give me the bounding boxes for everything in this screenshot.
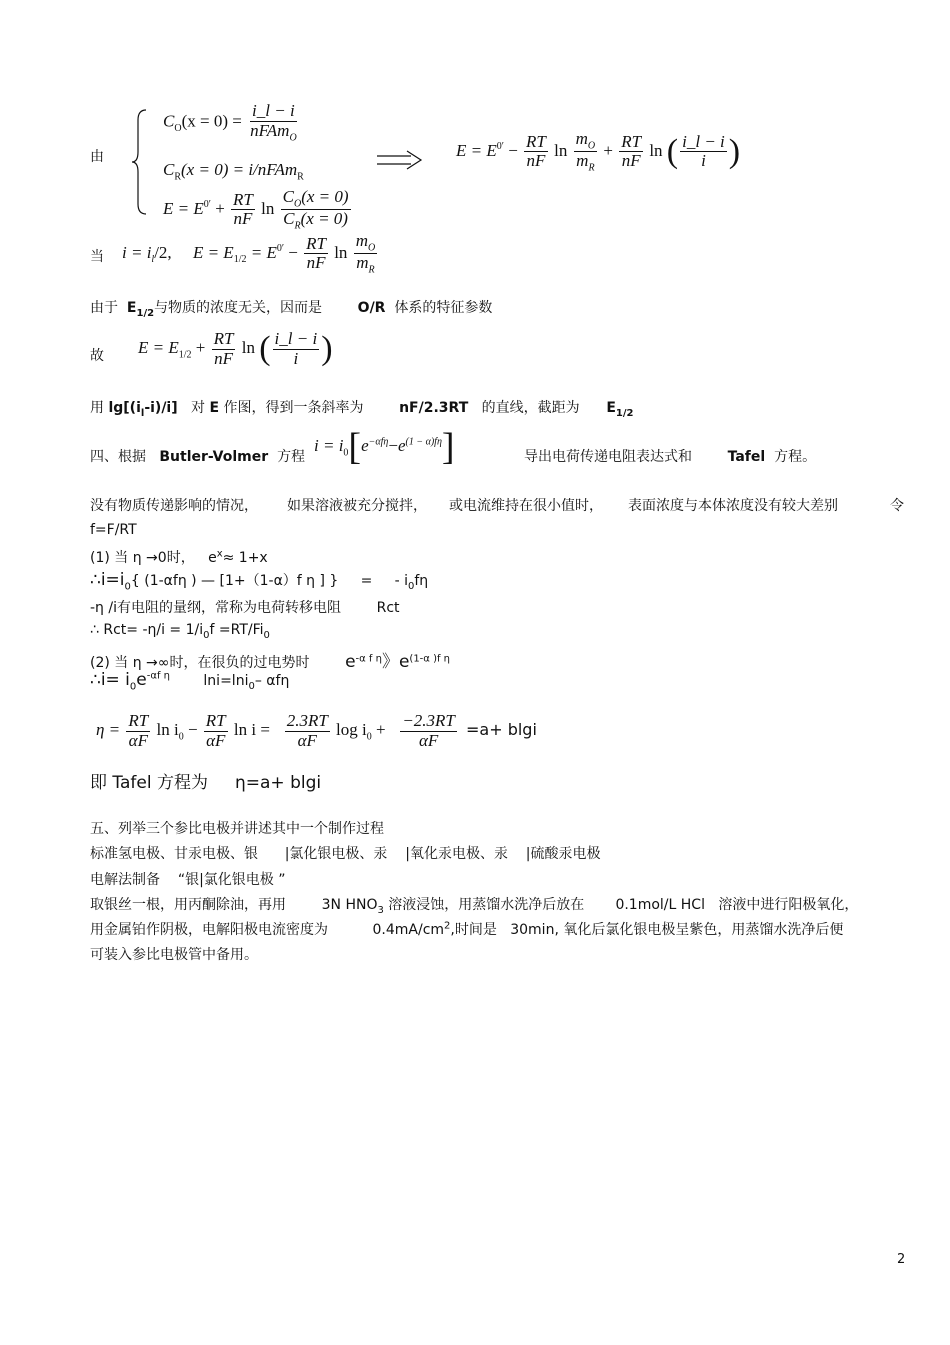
para-line-2: f=F/RT (90, 522, 137, 538)
para-line-1c: 或电流维持在很小值时， (449, 498, 603, 514)
para-line-3: (1) 当 η →0时， $e^x\approx 1+x$ (90, 548, 268, 566)
implies-arrow-icon (377, 150, 423, 170)
equation-gu: $E = E_{1/2}$ + $\frac{RT}{nF}$ ln ( $\frac{i\_l - i}{i}$ ) (138, 329, 333, 368)
label-you: 由 (90, 149, 104, 165)
para-line-1d: 表面浓度与本体浓度没有较大差别 (628, 498, 838, 514)
para-line-8: ∴i= $i_0e^{-\alpha f \eta}$ lni=lni$_0$– αfη (90, 670, 290, 693)
para-line-1a: 没有物质传递影响的情况， (90, 498, 258, 514)
text-e-half-note: 由于 $E_{1/2}$与物质的浓度无关，因而是 O/R 体系的特征参数 (90, 300, 493, 319)
tafel-summary: 即 Tafel 方程为 η=a+ blgi (90, 773, 322, 793)
sec5-line-2: 电解法制备 “银|氯化银电极 ” (90, 872, 286, 888)
sec5-line-3: 取银丝一根，用丙酮除油，再用 3N $HNO_3$ 溶液浸蚀，用蒸馏水洗净后放在 0.1mol/L HCl 溶液中进行阳极氧化， (90, 897, 859, 916)
sec5-line-1: 标准氢电极、甘汞电极、银 |氯化银电极、汞 |氧化汞电极、汞 |硫酸汞电极 (90, 846, 601, 862)
equation-butler-volmer: $i = i_0[e^{-\alpha f\eta}-e^{(1 - \alpha)f\eta}]$ (314, 426, 455, 468)
para-line-1b: 如果溶液被充分搅拌， (287, 498, 427, 514)
para-line-4: $\therefore i=i_0${ (1-αfη ) — [1+（1-α）f η ] } = - $i_0f\eta$ (90, 570, 429, 593)
section-5-heading: 五、列举三个参比电极并讲述其中一个制作过程 (90, 821, 384, 837)
equation-tafel: η = $\frac{RT}{\alpha F}$ $\ln i_0$ − $\frac{RT}{\alpha F}$ ln i = $\frac{2.3RT}{\alpha F}$ $\log i_0$ + $\frac{-2.3RT}{\alpha F}$ (96, 711, 455, 750)
page-number: 2 (897, 1252, 906, 1267)
text-lg-plot: 用 $\lg[(i_l-i)/i]$ 对 E 作图，得到一条斜率为 nF/2.3RT 的直线，截距为 $E_{1/2}$ (90, 400, 634, 419)
para-line-7: (2) 当 η →∞时，在很负的过电势时 $e^{-\alpha f \eta}$》$e^{(1-\alpha )f \eta}$ (90, 652, 451, 672)
label-dang: 当 (90, 249, 104, 265)
para-line-1e: 令 (890, 498, 904, 514)
section-4-tail: 导出电荷传递电阻表达式和 Tafel 方程。 (524, 449, 817, 465)
section-4-heading: 四、根据 Butler-Volmer 方程 (90, 449, 306, 465)
equation-result: $E = E^{0'}$ − $\frac{RT}{nF}$ ln $\frac{m_O}{m_R}$ + $\frac{RT}{nF}$ ln ( $\frac{i\_l - i}{i}$ ) (456, 129, 741, 174)
para-line-6: ∴ $Rct= -\eta/i = 1/i_0f =RT/Fi_0$ (90, 622, 270, 641)
equation-co: $C_O(x = 0)$ = $\frac{i\_l - i}{nFAm_O}$ (163, 101, 297, 144)
sec5-line-4: 用金属铂作阴极，电解阳极电流密度为 $0.4mA/cm^2$,时间是 30min, 氧化后氯化银电极呈紫色，用蒸馏水洗净后便 (90, 920, 844, 938)
equation-nernst: $E = E^{0'}$ + $\frac{RT}{nF}$ ln $\frac{C_O(x = 0)}{C_R(x = 0)}$ (163, 187, 349, 232)
equation-cr: $C_R(x = 0)$ = i/nFAm$_R$ (163, 160, 304, 183)
tafel-tail: =a+ blgi (466, 720, 537, 739)
equation-half-wave: $i = i_l/2$, $E = E_{1/2} = E^{0'}$ − $\frac{RT}{nF}$ ln $\frac{m_O}{m_R}$ (122, 231, 376, 276)
sec5-line-5: 可装入参比电极管中备用。 (90, 947, 258, 963)
left-brace-icon (130, 108, 148, 216)
para-line-5: -η /i有电阻的量纲，常称为电荷转移电阻 Rct (90, 600, 400, 616)
label-gu: 故 (90, 348, 104, 364)
